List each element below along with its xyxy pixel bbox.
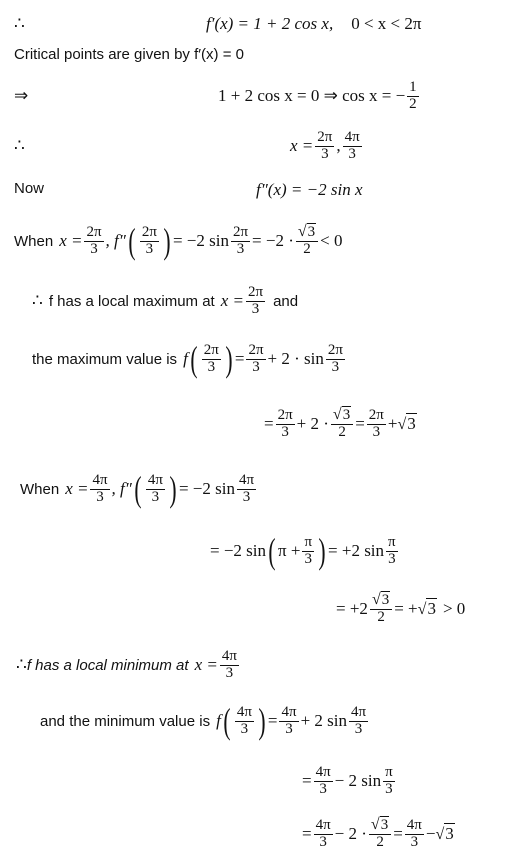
second-derivative-eq: f″(x) = −2 sin x — [256, 180, 363, 199]
line-1-equation — [206, 14, 421, 34]
line-9: = $\frac{2\pi}{3}$ + 2 · $\frac{√3}{2}$ = $\frac{2\pi}{3}$ + √3 — [264, 406, 416, 441]
line-13: ∴ f has a local minimum at x = $\frac{4\pi}{3}$ — [16, 647, 237, 681]
line-1 — [14, 14, 25, 34]
domain-condition: 0 < x < 2π — [351, 14, 422, 33]
paren-group: ( $\frac{2\pi}{3}$ ) — [128, 220, 171, 261]
cos-equation: 1 + 2 cos x = 0 ⇒ cos x = − — [218, 86, 406, 105]
line-6: When x = $\frac{2\pi}{3}$ , f″ ( $\frac{2\pi}{3}$ ) = −2 sin $\frac{2\pi}{3}$ = −2 · $\frac{√3}{2}$ < 0 — [14, 220, 343, 261]
critical-points-text: Critical points are given by f′(x) = 0 — [14, 46, 244, 63]
line-11: = −2 sin ( π + $\frac{\pi}{3}$ ) = +2 sin $\frac{\pi}{3}$ — [210, 530, 396, 571]
fraction-4pi-3: $\frac{4\pi}{3}$ — [344, 128, 360, 162]
first-derivative-eq: f′(x) = 1 + 2 cos x, — [206, 14, 334, 33]
fraction-one-half: $\frac{1}{2}$ — [409, 78, 417, 112]
line-15: = $\frac{4\pi}{3}$ − 2 sin $\frac{\pi}{3}$ — [302, 763, 393, 797]
line-16: = $\frac{4\pi}{3}$ − 2 · $\frac{√3}{2}$ = $\frac{4\pi}{3}$ − √3 — [302, 816, 454, 851]
line-10: When x = $\frac{4\pi}{3}$ , f″ ( $\frac{4\pi}{3}$ ) = −2 sin $\frac{4\pi}{3}$ — [20, 468, 255, 509]
line-4-solutions: x = $\frac{2\pi}{3}$ , $\frac{4\pi}{3}$ — [290, 128, 360, 162]
line-2 — [14, 46, 244, 63]
line-4-sym — [14, 136, 25, 156]
fraction-2pi-3: $\frac{2\pi}{3}$ — [317, 128, 333, 162]
line-8: the maximum value is f ( $\frac{2\pi}{3}$ ) = $\frac{2\pi}{3}$ + 2 · sin $\frac{2\pi}{3}$ — [32, 338, 343, 379]
therefore-symbol: ∴ — [14, 14, 25, 33]
line-14: and the minimum value is f ( $\frac{4\pi}{3}$ ) = $\frac{4\pi}{3}$ + 2 sin $\frac{4\pi}{3}$ — [40, 700, 367, 741]
line-12: = +2 $\frac{√3}{2}$ = + √3 > 0 — [336, 591, 466, 626]
line-5-word: Now — [14, 180, 45, 197]
line-3-equation — [218, 74, 421, 118]
line-5-equation — [256, 180, 363, 200]
line-3-sym — [14, 86, 28, 106]
line-7: ∴ f has a local maximum at x = $\frac{2\pi}{3}$ and — [32, 283, 299, 317]
therefore-symbol: ∴ — [14, 136, 25, 155]
implies-symbol: ⇒ — [14, 86, 29, 105]
